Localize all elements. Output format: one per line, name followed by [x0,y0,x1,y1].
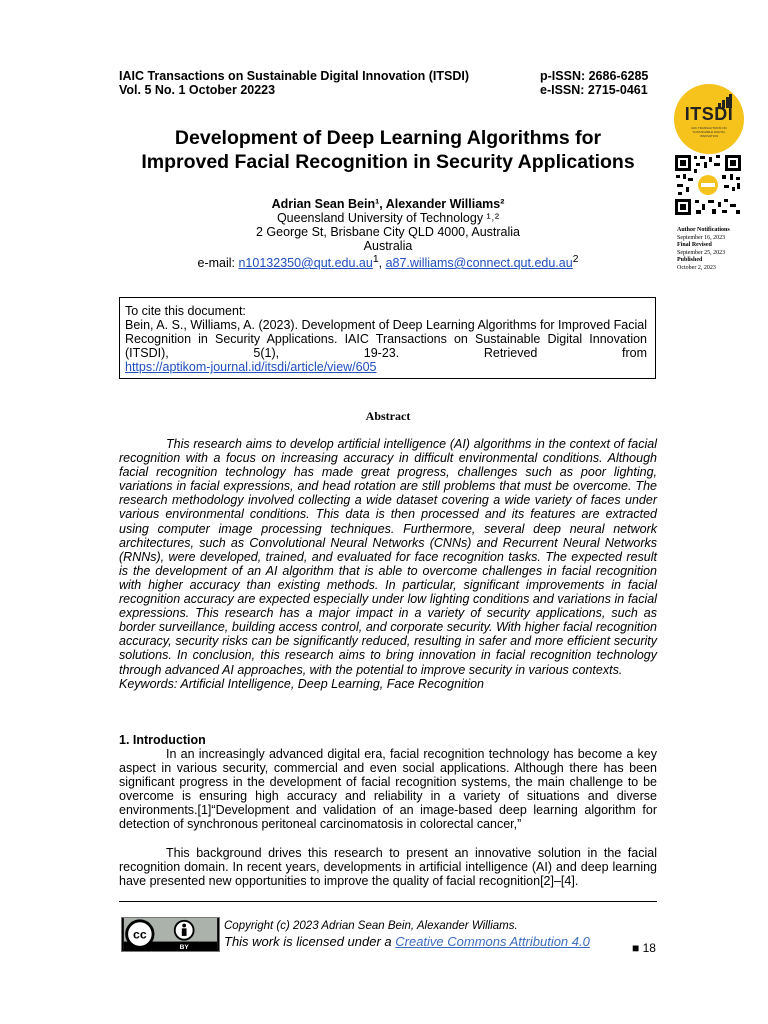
author-country: Australia [363,239,413,253]
author-emails [100,253,676,270]
citation-url[interactable]: https://aptikom-journal.id/itsdi/article/view/605 [125,360,377,374]
abstract-text: This research aims to develop artificial intelligence (AI) algorithms in the context of facial recognition with a focus on increasing accuracy in difficult environmental conditions. Although facial recognition technology has made great progress, challenges such as poor lighting, variations in facial expressions, and head rotation are still problems that must be overcome. The research methodology involved collecting a wide dataset covering a wide variety of faces under various environmental conditions. This data is then processed and its features are extracted using computer image processing techniques. Furthermore, several deep neural network architectures, such as Convolutional Neural Networks (CNNs) and Recurrent Neural Networks (RNNs), were developed, trained, and evaluated for face recognition tasks. The expected result is the development of an AI algorithm that is able to overcome challenges in facial recognition with higher accuracy than existing methods. In particular, significant improvements in facial recognition accuracy are expected especially under low lighting conditions and variations in facial expressions. This research has a major impact in a variety of security applications, such as border surveillance, building access control, and corporate security. With higher facial recognition accuracy, security risks can be significantly reduced, resulting in safer and more efficient security solutions. In conclusion, this research aims to bring innovation in facial recognition technology through advanced AI approaches, with the potential to improve security in various contexts. [119,437,657,677]
issn-block [540,69,648,97]
journal-header [119,69,469,97]
author-notifications [677,227,757,272]
email-link-2[interactable]: a87.williams@connect.qut.edu.au [385,256,573,271]
intro-paragraph-2: This background drives this research to present an innovative solution in the facial recognition domain. In recent years, developments in artificial intelligence (AI) and deep learning have presented new opportunities to improve the quality of facial recognition[2]–[4]. [119,845,657,888]
abstract-heading: Abstract [365,409,411,423]
author-names: Adrian Sean Bein¹, Alexander Williams² [271,197,505,211]
author-address: 2 George St, Brisbane City QLD 4000, Australia [255,225,521,239]
email-label: e-mail: [197,256,239,271]
author-block [100,197,676,270]
email-sup-1: 1 [372,254,379,265]
license-link[interactable]: Creative Commons Attribution 4.0 [395,934,590,949]
author-affiliation: Queensland University of Technology ¹˒² [276,211,500,225]
license-notice [224,934,590,949]
intro-body [119,747,657,902]
intro-heading: 1. Introduction [119,733,206,747]
qr-code-icon [674,154,742,216]
journal-name: IAIC Transactions on Sustainable Digital Innovation (ITSDI) [119,69,470,83]
notif-final-date: September 25, 2023 [677,249,726,256]
notif-published-label: Published [677,257,703,263]
intro-paragraph-1: In an increasingly advanced digital era, facial recognition technology has become a key aspect in various security, commercial and even social applications. Although there has been significant progress in the development of facial recognition systems, the main challenge to be overcome is ensuring high accuracy and reliability in a variety of situations and diverse environments.[1]“Development and validation of an image-based deep learning algorithm for detection of synchronous peritoneal carcinomatosis in colorectal cancer,” [119,747,657,832]
by-label: BY [179,944,189,952]
keywords: Keywords: Artificial Intelligence, Deep Learning, Face Recognition [119,676,485,691]
citation-label: To cite this document: [125,304,246,318]
logo-subtitle: IAIC TRANSACTIONS ON SUSTAINABLE DIGITAL INNOVATION [691,126,727,138]
license-prefix: This work is licensed under a [224,934,396,949]
notif-submitted: September 16, 2023 [677,234,726,241]
eissn: e-ISSN: 2715-0461 [540,83,648,97]
notif-heading: Author Notifications [677,227,730,233]
citation-text: Bein, A. S., Williams, A. (2023). Development of Deep Learning Algorithms for Improved Facial Recognition in Security Applications. IAIC Transactions on Sustainable Digital Innovation (ITSDI), 5(1), 19-23. Retrieved from [125,318,647,360]
notif-final-label: Final Revised [677,242,712,248]
title-line-1: Development of Deep Learning Algorithms for [174,127,602,149]
notif-published-date: October 2, 2023 [677,264,716,271]
abstract-body [119,437,657,691]
paper-title [100,126,676,174]
email-link-1[interactable]: n10132350@qut.edu.au [238,256,373,271]
citation-box [119,297,656,379]
title-line-2: Improved Facial Recognition in Security Applications [141,151,635,173]
cc-by-license-icon[interactable] [121,917,220,952]
pissn: p-ISSN: 2686-6285 [540,69,649,83]
logo-text: ITSDI [684,104,734,124]
footer-divider [119,901,657,902]
journal-logo [674,84,744,154]
page-number: ■ 18 [632,941,656,955]
copyright-notice: Copyright (c) 2023 Adrian Sean Bein, Alexander Williams. [224,920,518,932]
email-sup-2: 2 [572,254,579,265]
journal-volume: Vol. 5 No. 1 October 20223 [119,83,276,97]
email-separator: , [378,256,386,271]
cc-label: cc [133,927,147,942]
